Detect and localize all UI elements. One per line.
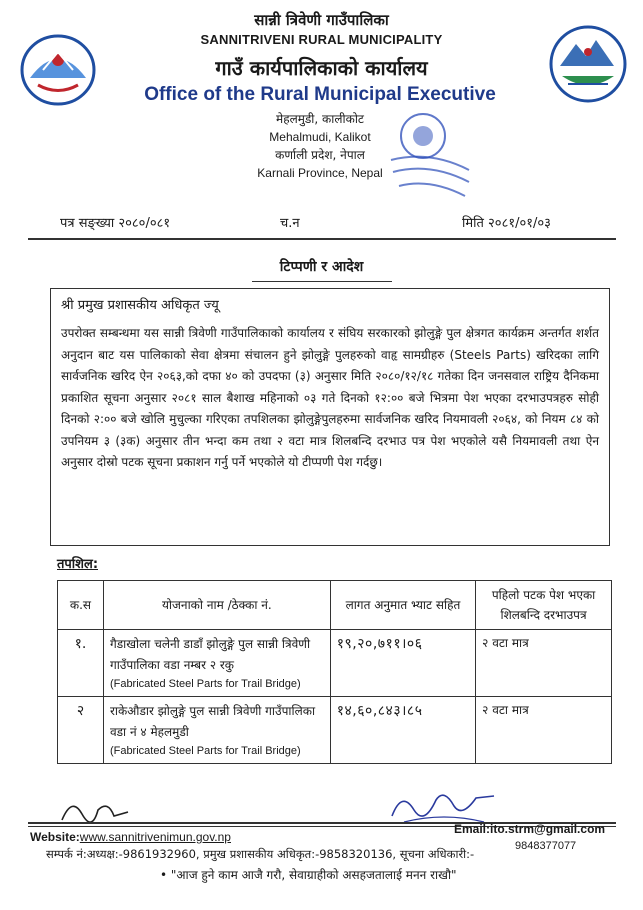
office-name-np: गाउँ कार्यपालिकाको कार्यालय [215, 56, 428, 80]
letter-number: पत्र सङ्ख्या २०८०/०८१ [60, 216, 171, 231]
dispatch-number: च.न [280, 216, 300, 231]
signature-left-icon [58, 790, 138, 830]
address-np-2: कर्णाली प्रदेश, नेपाल [275, 148, 365, 162]
motto: • "आज हुने काम आजै गरौ, सेवाग्राहीको असहजतालाई मनन राखौ" [160, 868, 457, 882]
subject-underline [252, 281, 392, 282]
municipality-name-np: सान्नी त्रिवेणी गाउँपालिका [254, 11, 389, 29]
subject-title: टिप्पणी र आदेश [279, 259, 364, 275]
header-name: योजनाको नाम /ठेक्का नं. [103, 581, 330, 630]
motto-text: "आज हुने काम आजै गरौ, सेवाग्राहीको असहजतालाई मनन राखौ" [170, 868, 457, 882]
header-bids: पहिलो पटक पेश भएका शिलबन्दि दरभाउपत्र [476, 581, 612, 630]
row-cost: १९,२०,७११।०६ [330, 630, 475, 697]
email[interactable]: Email:ito.strm@gmail.com [454, 822, 606, 836]
letter-body-box [50, 288, 610, 546]
row-bids: २ वटा मात्र [476, 697, 612, 764]
row-name-np: राकेऔडार झोलुङ्गे पुल सान्नी त्रिवेणी गाउँपालिका वडा नं ४ मेहलमुडी [109, 704, 316, 739]
municipality-name-en: SANNITRIVENI RURAL MUNICIPALITY [200, 32, 443, 47]
salutation: श्री प्रमुख प्रशासकीय अधिकृत ज्यू [61, 298, 219, 313]
row-name [103, 630, 330, 697]
website-link[interactable]: www.sannitrivenimun.gov.np [79, 830, 231, 844]
address-en-2: Karnali Province, Nepal [257, 166, 383, 180]
table-header-row [58, 581, 612, 630]
row-name-en: (Fabricated Steel Parts for Trail Bridge) [109, 678, 301, 690]
contact-numbers: सम्पर्क नं:अध्यक्ष:-9861932960, प्रमुख प्रशासकीय अधिकृत:-9858320136, सूचना अधिकारी:- [46, 847, 475, 861]
row-sn: २ [58, 697, 104, 764]
row-bids: २ वटा मात्र [476, 630, 612, 697]
details-table [57, 580, 612, 764]
address-en-1: Mehalmudi, Kalikot [269, 130, 371, 144]
row-name-np: गैडाखोला चलेनी डाडाँ झोलुङ्गे पुल सान्नी त्रिवेणी गाउँपालिका वडा नम्बर २ रकु [109, 637, 311, 672]
table-row [58, 697, 612, 764]
table-row [58, 630, 612, 697]
row-name-en: (Fabricated Steel Parts for Trail Bridge) [109, 745, 301, 757]
info-officer-phone: 9848377077 [515, 840, 577, 852]
header-sn: क.स [58, 581, 104, 630]
letter-date: मिति २०८१/०१/०३ [462, 216, 551, 231]
row-sn: १. [58, 630, 104, 697]
header-cost: लागत अनुमात भ्याट सहित [330, 581, 475, 630]
details-label: तपशिल: [57, 557, 99, 572]
address-np-1: मेहलमुडी, कालीकोट [276, 112, 364, 126]
row-cost: १४,६०,८४३।८५ [330, 697, 475, 764]
website-label: Website: [30, 830, 80, 844]
website [30, 830, 231, 844]
office-seal-stamp-icon [385, 108, 475, 208]
letter-paragraph: उपरोक्त सम्बन्धमा यस सान्नी त्रिवेणी गाउँपालिकाको कार्यालय र संघिय सरकारको झोलुङ्गे पुल क्षेत्रगत कार्यक्रम अन्तर्गत शर्शत अनुदान बाट यस पालिकाको सेवा क्षेत्रमा संचालन हुने झोलुङ्गे पुलहरुको वाहृ सामग्रीहरु (Steels Parts) खरिदका लागि सार्वजनिक खरिद ऐन २०६३,को दफा ४० को उपदफा (३) अनुसार मिति २०८०/१२/१८ गतेका दिन जनसवाल राष्ट्रिय दैनिकमा प्रकाशित सूचना अनुसार २०८१ साल बैशाख महिनाको ०३ गते दिनको १२:०० बजे भित्रमा पेश भएका दरभाउपत्रहरु सोही दिनको २:०० बजे खोलि मुचुल्का गरिएका तपशिलका झोलुङ्गेपुलहरुमा सार्वजनिक खरिद नियमावली २०६४, को नियम ८४ को उपनियम ३ (३क) अनुसार तीन भन्दा कम तथा २ वटा मात्र शिलबन्दि दरभाउ पत्र पेश भएकोले यसै नियमावली तथा ऐन अनुसार दोस्रो पटक सूचना प्रकाशन गर्नु पर्ने भएकोले यो टीप्पणी पेश गर्दछु। [61, 326, 599, 469]
office-name-en: Office of the Rural Municipal Executive [144, 84, 496, 105]
header-divider [28, 238, 616, 240]
row-name [103, 697, 330, 764]
